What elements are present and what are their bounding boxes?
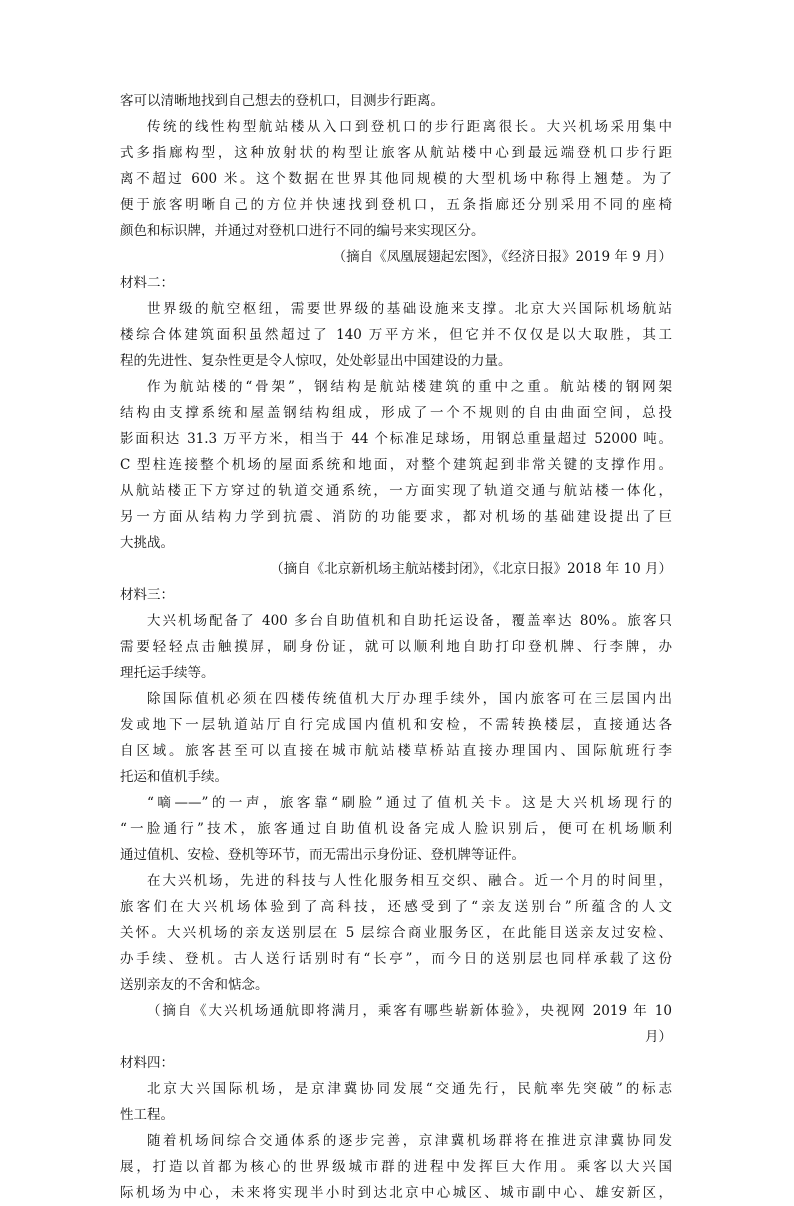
paragraph-line: 关怀。大兴机场的亲友送别层在 5 层综合商业服务区，在此能目送亲友过安检、 xyxy=(120,925,672,941)
paragraph-line: “一脸通行”技术，旅客通过自助值机设备完成人脸识别后，便可在机场顺利 xyxy=(120,821,672,837)
paragraph-line: 需要轻轻点击触摸屏，刷身份证，就可以顺利地自助打印登机牌、行李牌，办 xyxy=(120,639,672,655)
section-heading: 材料四： xyxy=(120,1055,174,1071)
source-citation: （摘自《大兴机场通航即将满月，乘客有哪些崭新体验》，央视网 2019 年 10 xyxy=(147,1003,672,1019)
paragraph-line: 传统的线性构型航站楼从入口到登机口的步行距离很长。大兴机场采用集中 xyxy=(147,119,672,135)
paragraph-line: 展，打造以首都为核心的世界级城市群的进程中发挥巨大作用。乘客以大兴国 xyxy=(120,1159,672,1175)
paragraph-line: 在大兴机场，先进的科技与人性化服务相互交织、融合。近一个月的时间里， xyxy=(147,873,672,889)
paragraph-line: 世界级的航空枢纽，需要世界级的基础设施来支撑。北京大兴国际机场航站 xyxy=(147,301,672,317)
paragraph-line: 离不超过 600 米。这个数据在世界其他同规模的大型机场中称得上翘楚。为了 xyxy=(120,171,672,187)
paragraph-line: “嘀——”的一声，旅客靠“刷脸”通过了值机关卡。这是大兴机场现行的 xyxy=(147,795,672,811)
paragraph-line: 式多指廊构型，这种放射状的构型让旅客从航站楼中心到最远端登机口步行距 xyxy=(120,145,672,161)
section-heading: 材料三： xyxy=(120,587,174,603)
source-citation: （摘自《北京新机场主航站楼封闭》，《北京日报》2018 年 10 月） xyxy=(270,561,672,577)
paragraph-line: 程的先进性、复杂性更是令人惊叹，处处彰显出中国建设的力量。 xyxy=(120,353,512,369)
paragraph-line: 旅客们在大兴机场体验到了高科技，还感受到了“亲友送别台”所蕴含的人文 xyxy=(120,899,672,915)
paragraph-line: 从航站楼正下方穿过的轨道交通系统，一方面实现了轨道交通与航站楼一体化， xyxy=(120,483,672,499)
paragraph-line: 楼综合体建筑面积虽然超过了 140 万平方米，但它并不仅仅是以大取胜，其工 xyxy=(120,327,672,343)
paragraph-line: 作为航站楼的“骨架”，钢结构是航站楼建筑的重中之重。航站楼的钢网架 xyxy=(147,379,672,395)
paragraph-line: 大挑战。 xyxy=(120,535,174,551)
source-citation: 月） xyxy=(645,1029,672,1045)
paragraph-line: 理托运手续等。 xyxy=(120,665,215,681)
source-citation: （摘自《凤凰展翅起宏图》，《经济日报》2019 年 9 月） xyxy=(332,249,672,265)
paragraph-line: 另一方面从结构力学到抗震、消防的功能要求，都对机场的基础建设提出了巨 xyxy=(120,509,672,525)
paragraph-line: C 型柱连接整个机场的屋面系统和地面，对整个建筑起到非常关键的支撑作用。 xyxy=(120,457,672,473)
paragraph-line: 除国际值机必须在四楼传统值机大厅办理手续外，国内旅客可在三层国内出 xyxy=(147,691,672,707)
paragraph-line: 便于旅客明晰自己的方位并快速找到登机口，五条指廊还分别采用不同的座椅 xyxy=(120,197,672,213)
paragraph-line: 颜色和标识牌，并通过对登机口进行不同的编号来实现区分。 xyxy=(120,223,485,239)
paragraph-line: 通过值机、安检、登机等环节，而无需出示身份证、登机牌等证件。 xyxy=(120,847,525,863)
paragraph-line: 送别亲友的不舍和惦念。 xyxy=(120,977,269,993)
paragraph-line: 托运和值机手续。 xyxy=(120,769,228,785)
paragraph-line: 结构由支撑系统和屋盖钢结构组成，形成了一个不规则的自由曲面空间，总投 xyxy=(120,405,672,421)
paragraph-line: 自区域。旅客甚至可以直接在城市航站楼草桥站直接办理国内、国际航班行李 xyxy=(120,743,672,759)
paragraph-line: 随着机场间综合交通体系的逐步完善，京津冀机场群将在推进京津冀协同发 xyxy=(147,1133,672,1149)
paragraph-line: 客可以清晰地找到自己想去的登机口，目测步行距离。 xyxy=(120,93,444,109)
paragraph-line: 大兴机场配备了 400 多台自助值机和自助托运设备，覆盖率达 80%。旅客只 xyxy=(147,613,672,629)
paragraph-line: 办手续、登机。古人送行话别时有“长亭”，而今日的送别层也同样承载了这份 xyxy=(120,951,672,967)
paragraph-line: 影面积达 31.3 万平方米，相当于 44 个标准足球场，用钢总重量超过 52000 吨。 xyxy=(120,431,672,447)
paragraph-line: 北京大兴国际机场，是京津冀协同发展“交通先行，民航率先突破”的标志 xyxy=(147,1081,672,1097)
paragraph-line: 发或地下一层轨道站厅自行完成国内值机和安检，不需转换楼层，直接通达各 xyxy=(120,717,672,733)
paragraph-line: 性工程。 xyxy=(120,1107,174,1123)
section-heading: 材料二： xyxy=(120,275,174,291)
paragraph-line: 际机场为中心，未来将实现半小时到达北京中心城区、城市副中心、雄安新区， xyxy=(120,1185,672,1201)
